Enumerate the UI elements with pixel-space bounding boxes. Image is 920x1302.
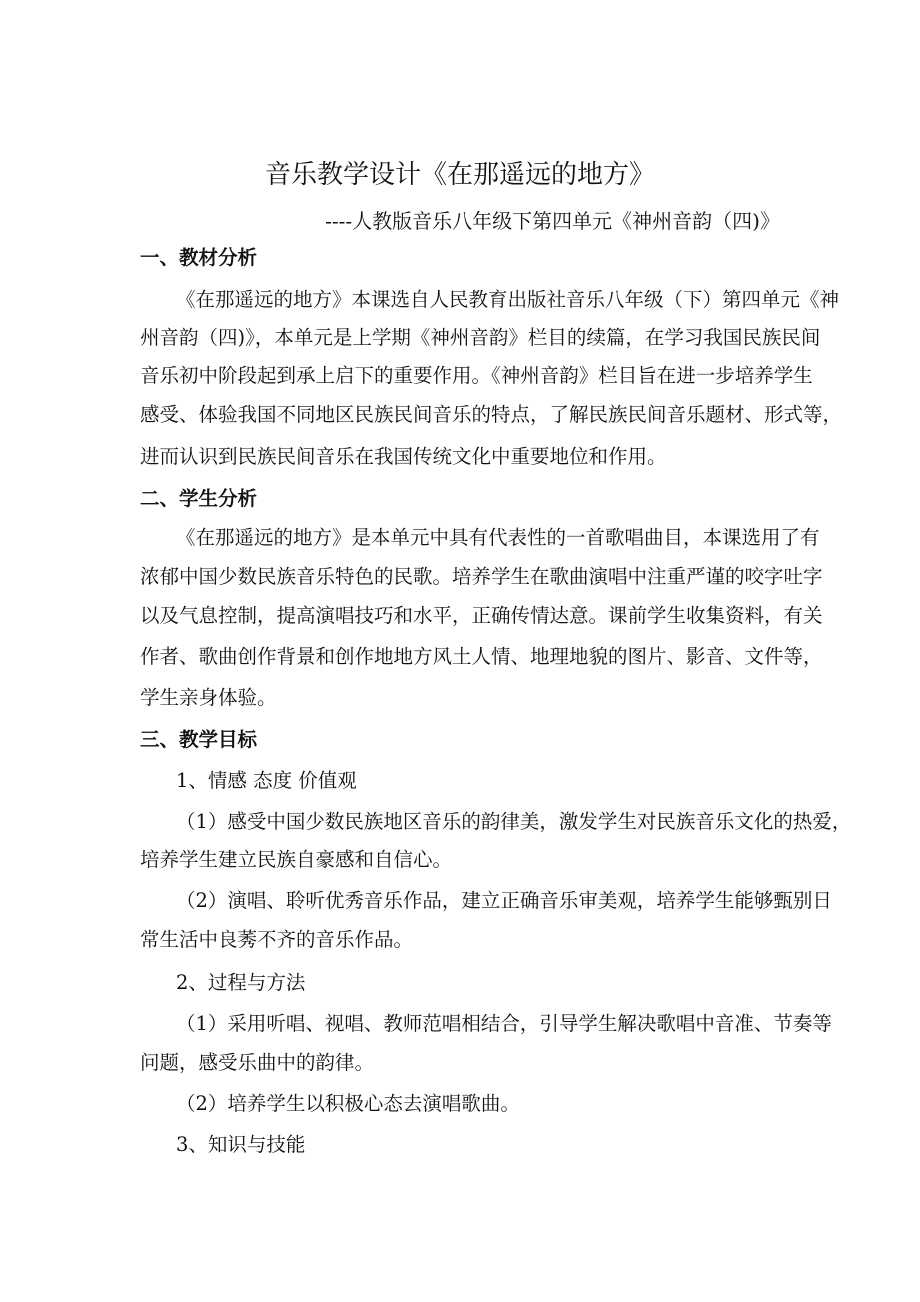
paragraph-line: 《在那遥远的地方》是本单元中具有代表性的一首歌唱曲目，本课选用了有	[176, 526, 820, 549]
paragraph-line: 作者、歌曲创作背景和创作地地方风土人情、地理地貌的图片、影音、文件等，	[140, 645, 823, 668]
paragraph-line: 以及气息控制，提高演唱技巧和水平，正确传情达意。课前学生收集资料，有关	[140, 604, 823, 627]
section-heading-goals: 三、教学目标	[140, 728, 258, 751]
paragraph-line: 州音韵（四)》，本单元是上学期《神州音韵》栏目的续篇，在学习我国民族民间	[140, 326, 821, 349]
document-subtitle: ----人教版音乐八年级下第四单元《神州音韵（四)》	[325, 209, 780, 233]
paragraph-line: 感受、体验我国不同地区民族民间音乐的特点，了解民族民间音乐题材、形式等，	[140, 403, 843, 426]
paragraph-line: 浓郁中国少数民族音乐特色的民歌。培养学生在歌曲演唱中注重严谨的咬字吐字	[140, 565, 823, 588]
paragraph-line: （1）采用听唱、视唱、教师范唱相结合，引导学生解决歌唱中音准、节奏等	[176, 1012, 832, 1035]
document-title: 音乐教学设计《在那遥远的地方》	[264, 160, 655, 190]
goal-heading-emotion: 1、情感 态度 价值观	[176, 769, 357, 792]
section-heading-students: 二、学生分析	[140, 487, 258, 510]
section-heading-materials: 一、教材分析	[140, 246, 258, 269]
paragraph-line: 问题，感受乐曲中的韵律。	[140, 1051, 375, 1074]
paragraph-line: 常生活中良莠不齐的音乐作品。	[140, 928, 414, 951]
paragraph-line: 《在那遥远的地方》本课选自人民教育出版社音乐八年级（下）第四单元《神	[176, 288, 840, 311]
goal-heading-process: 2、过程与方法	[176, 971, 306, 994]
paragraph-line: 音乐初中阶段起到承上启下的重要作用。《神州音韵》栏目旨在进一步培养学生	[140, 364, 813, 387]
paragraph-line: 培养学生建立民族自豪感和自信心。	[140, 848, 453, 871]
goal-heading-knowledge: 3、知识与技能	[176, 1133, 306, 1156]
paragraph-line: （2）培养学生以积极心态去演唱歌曲。	[176, 1092, 520, 1115]
paragraph-line: （1）感受中国少数民族地区音乐的韵律美，激发学生对民族音乐文化的热爱，	[176, 810, 852, 833]
paragraph-line: 学生亲身体验。	[140, 686, 277, 709]
paragraph-line: （2）演唱、聆听优秀音乐作品，建立正确音乐审美观，培养学生能够甄别日	[176, 889, 832, 912]
paragraph-line: 进而认识到民族民间音乐在我国传统文化中重要地位和作用。	[140, 445, 667, 468]
